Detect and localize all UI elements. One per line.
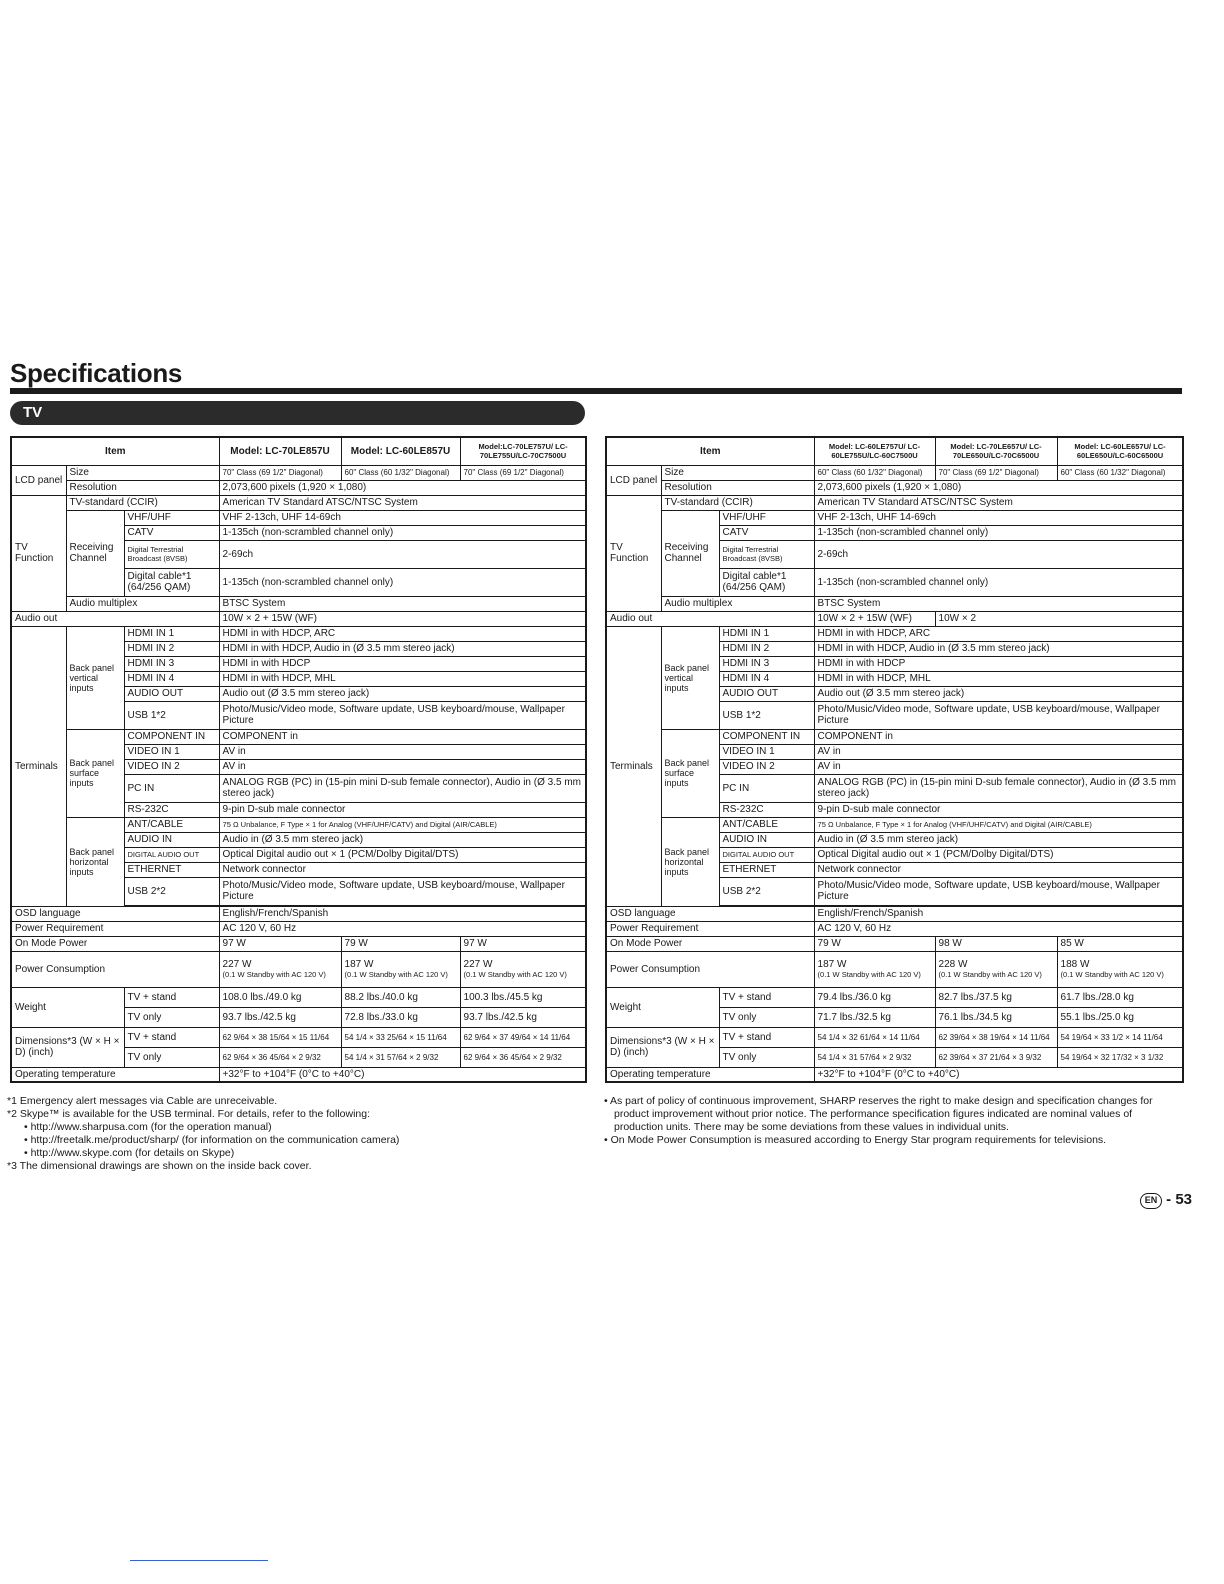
row-value: Photo/Music/Video mode, Software update, USB keyboard/mouse, Wallpaper Picture: [219, 877, 586, 905]
row-value: 54 1/4 × 31 57/64 × 2 9/32: [814, 1047, 935, 1067]
table-row: [11, 480, 586, 495]
row-label: TV Function: [606, 495, 661, 611]
table-row: [606, 480, 1183, 495]
row-sublabel: HDMI IN 3: [719, 656, 814, 671]
row-label: Receiving Channel: [66, 510, 124, 596]
row-value: 93.7 lbs./42.5 kg: [460, 1007, 586, 1027]
row-value: 97 W: [460, 936, 586, 951]
row-label: Weight: [11, 987, 124, 1027]
row-sublabel: PC IN: [124, 774, 219, 802]
row-value: AV in: [814, 759, 1183, 774]
table-row: [11, 936, 586, 951]
table-row: [11, 1027, 586, 1047]
row-sublabel: TV + stand: [719, 987, 814, 1007]
row-sublabel: PC IN: [719, 774, 814, 802]
row-value: HDMI in with HDCP, ARC: [219, 626, 586, 641]
row-sublabel: Digital cable*1 (64/256 QAM): [124, 568, 219, 596]
table-row: [606, 495, 1183, 510]
table-row: [606, 987, 1183, 1007]
row-label: Resolution: [661, 480, 814, 495]
table-row: [606, 510, 1183, 525]
row-label: Operating temperature: [606, 1067, 814, 1082]
row-value: 1-135ch (non-scrambled channel only): [814, 525, 1183, 540]
table-row: [606, 951, 1183, 987]
table-row: [606, 817, 1183, 832]
row-sublabel: ETHERNET: [124, 862, 219, 877]
row-value: VHF 2-13ch, UHF 14-69ch: [219, 510, 586, 525]
row-value: [219, 951, 341, 987]
row-value: Optical Digital audio out × 1 (PCM/Dolby Digital/DTS): [219, 847, 586, 862]
size-value: 70" Class (69 1/2" Diagonal): [460, 465, 586, 480]
row-value: AV in: [219, 744, 586, 759]
model-header: Model: LC-60LE657U/ LC-60LE650U/LC-60C6500U: [1057, 437, 1183, 465]
row-value: AV in: [219, 759, 586, 774]
row-value: Audio in (Ø 3.5 mm stereo jack): [814, 832, 1183, 847]
footnote: *2 Skype™ is available for the USB terminal. For details, refer to the following:: [7, 1108, 370, 1120]
table-row: [11, 729, 586, 744]
row-sublabel: VIDEO IN 2: [719, 759, 814, 774]
row-value: 1-135ch (non-scrambled channel only): [219, 525, 586, 540]
table-row: [606, 936, 1183, 951]
row-value: 85 W: [1057, 936, 1183, 951]
row-label: Resolution: [66, 480, 219, 495]
footnote: *1 Emergency alert messages via Cable are unreceivable.: [7, 1095, 278, 1107]
row-value: 10W × 2 + 15W (WF): [219, 611, 586, 626]
consumption-value: 188 W: [1060, 959, 1090, 970]
row-sublabel: COMPONENT IN: [124, 729, 219, 744]
row-value: Network connector: [219, 862, 586, 877]
row-value: Optical Digital audio out × 1 (PCM/Dolby Digital/DTS): [814, 847, 1183, 862]
row-sublabel: TV + stand: [719, 1027, 814, 1047]
row-sublabel: HDMI IN 1: [124, 626, 219, 641]
row-label: Audio out: [11, 611, 219, 626]
row-label: Back panel surface inputs: [66, 729, 124, 817]
model-header: Model: LC-60LE757U/ LC-60LE755U/LC-60C7500U: [814, 437, 935, 465]
consumption-value: 187 W: [817, 959, 847, 970]
row-sublabel: VHF/UHF: [124, 510, 219, 525]
row-value: 54 19/64 × 33 1/2 × 14 11/64: [1057, 1027, 1183, 1047]
table-row: [606, 921, 1183, 936]
row-sublabel: ANT/CABLE: [124, 817, 219, 832]
row-label: OSD language: [606, 906, 814, 921]
row-sublabel: VIDEO IN 1: [719, 744, 814, 759]
size-value: 70" Class (69 1/2" Diagonal): [219, 465, 341, 480]
row-sublabel: TV only: [124, 1047, 219, 1067]
table-row: [11, 626, 586, 641]
row-sublabel: USB 1*2: [719, 701, 814, 729]
section-label: TV: [23, 404, 43, 421]
footnote: *3 The dimensional drawings are shown on the inside back cover.: [7, 1160, 312, 1172]
row-value: HDMI in with HDCP: [814, 656, 1183, 671]
row-value: Photo/Music/Video mode, Software update, USB keyboard/mouse, Wallpaper Picture: [814, 877, 1183, 905]
consumption-value: 227 W: [222, 959, 252, 970]
spec-table-left: [10, 436, 587, 1083]
table-row: [11, 495, 586, 510]
row-label: LCD panel: [606, 465, 661, 495]
bottom-rule: [130, 1560, 268, 1561]
title-rule: [10, 388, 1182, 394]
row-sublabel: ANT/CABLE: [719, 817, 814, 832]
row-label: Operating temperature: [11, 1067, 219, 1082]
row-label: On Mode Power: [11, 936, 219, 951]
table-row: [11, 921, 586, 936]
row-value: HDMI in with HDCP, ARC: [814, 626, 1183, 641]
footnote-link[interactable]: • http://www.sharpusa.com (for the operation manual): [24, 1121, 272, 1133]
row-label: Terminals: [11, 626, 66, 906]
row-value: BTSC System: [814, 596, 1183, 611]
row-sublabel: DIGITAL AUDIO OUT: [124, 847, 219, 862]
row-value: 54 1/4 × 31 57/64 × 2 9/32: [341, 1047, 460, 1067]
table-row: [11, 510, 586, 525]
table-row: [606, 465, 1183, 480]
row-value: Network connector: [814, 862, 1183, 877]
row-value: 62 9/64 × 38 15/64 × 15 11/64: [219, 1027, 341, 1047]
row-value: COMPONENT in: [814, 729, 1183, 744]
row-sublabel: AUDIO IN: [124, 832, 219, 847]
row-label: Dimensions*3 (W × H × D) (inch): [606, 1027, 719, 1067]
row-sublabel: HDMI IN 2: [719, 641, 814, 656]
row-sublabel: HDMI IN 4: [124, 671, 219, 686]
row-sublabel: TV + stand: [124, 987, 219, 1007]
standby-note: (0.1 W Standby with AC 120 V): [463, 970, 567, 979]
row-value: American TV Standard ATSC/NTSC System: [814, 495, 1183, 510]
row-label: Back panel horizontal inputs: [66, 817, 124, 906]
size-value: 60" Class (60 1/32" Diagonal): [814, 465, 935, 480]
row-value: Audio out (Ø 3.5 mm stereo jack): [814, 686, 1183, 701]
row-value: 55.1 lbs./25.0 kg: [1057, 1007, 1183, 1027]
row-value: [1057, 951, 1183, 987]
row-value: 62 9/64 × 37 49/64 × 14 11/64: [460, 1027, 586, 1047]
row-label: Terminals: [606, 626, 661, 906]
row-value: American TV Standard ATSC/NTSC System: [219, 495, 586, 510]
row-sublabel: COMPONENT IN: [719, 729, 814, 744]
row-sublabel: DIGITAL AUDIO OUT: [719, 847, 814, 862]
row-sublabel: VIDEO IN 2: [124, 759, 219, 774]
table-row: [11, 437, 586, 465]
row-value: 62 9/64 × 36 45/64 × 2 9/32: [219, 1047, 341, 1067]
row-sublabel: TV only: [719, 1007, 814, 1027]
row-label: Back panel surface inputs: [661, 729, 719, 817]
row-value: [935, 951, 1057, 987]
row-label: TV-standard (CCIR): [66, 495, 219, 510]
row-label: TV Function: [11, 495, 66, 611]
row-label: Weight: [606, 987, 719, 1027]
row-value: 62 9/64 × 36 45/64 × 2 9/32: [460, 1047, 586, 1067]
row-value: 79.4 lbs./36.0 kg: [814, 987, 935, 1007]
row-sublabel: CATV: [719, 525, 814, 540]
table-row: [606, 1027, 1183, 1047]
page-number: [1140, 1191, 1192, 1209]
row-value: 108.0 lbs./49.0 kg: [219, 987, 341, 1007]
row-value: Audio out (Ø 3.5 mm stereo jack): [219, 686, 586, 701]
row-value: 9-pin D-sub male connector: [219, 802, 586, 817]
row-value: Photo/Music/Video mode, Software update, USB keyboard/mouse, Wallpaper Picture: [814, 701, 1183, 729]
row-value: 72.8 lbs./33.0 kg: [341, 1007, 460, 1027]
row-label: OSD language: [11, 906, 219, 921]
row-value: 62 39/64 × 38 19/64 × 14 11/64: [935, 1027, 1057, 1047]
row-value: English/French/Spanish: [814, 906, 1183, 921]
row-value: 61.7 lbs./28.0 kg: [1057, 987, 1183, 1007]
standby-note: (0.1 W Standby with AC 120 V): [222, 970, 326, 979]
row-sublabel: Digital cable*1 (64/256 QAM): [719, 568, 814, 596]
row-value: HDMI in with HDCP, Audio in (Ø 3.5 mm stereo jack): [814, 641, 1183, 656]
row-value: 88.2 lbs./40.0 kg: [341, 987, 460, 1007]
row-value: Photo/Music/Video mode, Software update, USB keyboard/mouse, Wallpaper Picture: [219, 701, 586, 729]
row-value: 76.1 lbs./34.5 kg: [935, 1007, 1057, 1027]
row-label: Size: [661, 465, 814, 480]
row-value: AV in: [814, 744, 1183, 759]
row-value: [460, 951, 586, 987]
row-value: HDMI in with HDCP, MHL: [219, 671, 586, 686]
row-value: 93.7 lbs./42.5 kg: [219, 1007, 341, 1027]
row-label: Power Consumption: [606, 951, 814, 987]
table-row: [11, 465, 586, 480]
row-label: Power Requirement: [11, 921, 219, 936]
row-sublabel: Digital Terrestrial Broadcast (8VSB): [719, 540, 814, 568]
page-number-text: - 53: [1166, 1191, 1193, 1208]
table-row: [11, 906, 586, 921]
table-row: [606, 906, 1183, 921]
row-label: Back panel vertical inputs: [661, 626, 719, 729]
row-sublabel: AUDIO OUT: [719, 686, 814, 701]
standby-note: (0.1 W Standby with AC 120 V): [938, 970, 1042, 979]
table-row: [11, 951, 586, 987]
footnotes-left: [7, 1095, 587, 1173]
row-value: +32°F to +104°F (0°C to +40°C): [814, 1067, 1183, 1082]
row-label: Back panel horizontal inputs: [661, 817, 719, 906]
row-sublabel: RS-232C: [719, 802, 814, 817]
row-sublabel: TV only: [719, 1047, 814, 1067]
page-title: Specifications: [10, 358, 183, 388]
item-header: Item: [606, 437, 814, 465]
row-value: 2-69ch: [814, 540, 1183, 568]
row-value: 9-pin D-sub male connector: [814, 802, 1183, 817]
row-label: Dimensions*3 (W × H × D) (inch): [11, 1027, 124, 1067]
row-label: Receiving Channel: [661, 510, 719, 596]
row-value: 10W × 2 + 15W (WF): [814, 611, 935, 626]
row-label: TV-standard (CCIR): [661, 495, 814, 510]
table-row: [11, 817, 586, 832]
table-row: [606, 626, 1183, 641]
row-value: 10W × 2: [935, 611, 1183, 626]
row-value: 98 W: [935, 936, 1057, 951]
footnote-link[interactable]: • http://freetalk.me/product/sharp/ (for information on the communication camera): [24, 1134, 400, 1146]
row-label: Audio out: [606, 611, 814, 626]
consumption-value: 228 W: [938, 959, 968, 970]
model-header: Model:LC-70LE757U/ LC-70LE755U/LC-70C7500U: [460, 437, 586, 465]
row-label: LCD panel: [11, 465, 66, 495]
row-value: 1-135ch (non-scrambled channel only): [814, 568, 1183, 596]
row-value: 54 19/64 × 32 17/32 × 3 1/32: [1057, 1047, 1183, 1067]
row-sublabel: USB 2*2: [124, 877, 219, 905]
row-value: 54 1/4 × 33 25/64 × 15 11/64: [341, 1027, 460, 1047]
footnote-link[interactable]: • http://www.skype.com (for details on Skype): [24, 1147, 235, 1159]
row-value: 2,073,600 pixels (1,920 × 1,080): [219, 480, 586, 495]
spec-table-right: [605, 436, 1184, 1083]
model-header: Model: LC-70LE857U: [219, 437, 341, 465]
table-row: [606, 1067, 1183, 1082]
row-value: AC 120 V, 60 Hz: [814, 921, 1183, 936]
row-value: 79 W: [814, 936, 935, 951]
row-value: 2-69ch: [219, 540, 586, 568]
size-value: 60" Class (60 1/32" Diagonal): [1057, 465, 1183, 480]
row-sublabel: USB 2*2: [719, 877, 814, 905]
row-sublabel: Digital Terrestrial Broadcast (8VSB): [124, 540, 219, 568]
row-value: COMPONENT in: [219, 729, 586, 744]
row-sublabel: USB 1*2: [124, 701, 219, 729]
table-row: [11, 1067, 586, 1082]
row-label: Size: [66, 465, 219, 480]
row-value: ANALOG RGB (PC) in (15-pin mini D-sub female connector), Audio in (Ø 3.5 mm stereo jack): [814, 774, 1183, 802]
row-value: 97 W: [219, 936, 341, 951]
row-value: BTSC System: [219, 596, 586, 611]
row-sublabel: TV only: [124, 1007, 219, 1027]
row-sublabel: VHF/UHF: [719, 510, 814, 525]
row-value: +32°F to +104°F (0°C to +40°C): [219, 1067, 586, 1082]
row-value: ANALOG RGB (PC) in (15-pin mini D-sub female connector), Audio in (Ø 3.5 mm stereo jack): [219, 774, 586, 802]
size-value: 60" Class (60 1/32" Diagonal): [341, 465, 460, 480]
row-value: 62 39/64 × 37 21/64 × 3 9/32: [935, 1047, 1057, 1067]
row-label: Power Consumption: [11, 951, 219, 987]
table-row: [606, 596, 1183, 611]
row-value: 79 W: [341, 936, 460, 951]
row-sublabel: VIDEO IN 1: [124, 744, 219, 759]
row-sublabel: HDMI IN 1: [719, 626, 814, 641]
row-value: 71.7 lbs./32.5 kg: [814, 1007, 935, 1027]
table-row: [606, 729, 1183, 744]
row-sublabel: TV + stand: [124, 1027, 219, 1047]
standby-note: (0.1 W Standby with AC 120 V): [817, 970, 921, 979]
row-label: On Mode Power: [606, 936, 814, 951]
note: • On Mode Power Consumption is measured according to Energy Star program requirements for televisions.: [604, 1134, 1107, 1146]
language-badge: EN: [1140, 1193, 1162, 1209]
model-header: Model: LC-70LE657U/ LC-70LE650U/LC-70C6500U: [935, 437, 1057, 465]
row-value: 2,073,600 pixels (1,920 × 1,080): [814, 480, 1183, 495]
size-value: 70" Class (69 1/2" Diagonal): [935, 465, 1057, 480]
row-value: 54 1/4 × 32 61/64 × 14 11/64: [814, 1027, 935, 1047]
standby-note: (0.1 W Standby with AC 120 V): [1060, 970, 1164, 979]
table-row: [11, 596, 586, 611]
row-sublabel: HDMI IN 2: [124, 641, 219, 656]
section-band: [10, 401, 585, 425]
standby-note: (0.1 W Standby with AC 120 V): [344, 970, 448, 979]
row-sublabel: AUDIO IN: [719, 832, 814, 847]
item-header: Item: [11, 437, 219, 465]
row-value: English/French/Spanish: [219, 906, 586, 921]
model-header: Model: LC-60LE857U: [341, 437, 460, 465]
row-sublabel: AUDIO OUT: [124, 686, 219, 701]
note: • As part of policy of continuous improvement, SHARP reserves the right to make design and specification changes for product improvement without prior notice. The performance specification figures indicated are nominal values of production units. There may be some deviations from these values in individual units.: [604, 1095, 1153, 1133]
table-row: [11, 987, 586, 1007]
row-value: 75 Ω Unbalance, F Type × 1 for Analog (VHF/UHF/CATV) and Digital (AIR/CABLE): [814, 817, 1183, 832]
row-label: Audio multiplex: [66, 596, 219, 611]
consumption-value: 187 W: [344, 959, 374, 970]
row-label: Audio multiplex: [661, 596, 814, 611]
row-value: HDMI in with HDCP: [219, 656, 586, 671]
row-sublabel: HDMI IN 4: [719, 671, 814, 686]
row-value: Audio in (Ø 3.5 mm stereo jack): [219, 832, 586, 847]
notes-right: [604, 1095, 1184, 1147]
row-value: VHF 2-13ch, UHF 14-69ch: [814, 510, 1183, 525]
row-sublabel: CATV: [124, 525, 219, 540]
table-row: [11, 611, 586, 626]
table-row: [606, 611, 1183, 626]
row-value: [341, 951, 460, 987]
row-value: [814, 951, 935, 987]
row-value: HDMI in with HDCP, Audio in (Ø 3.5 mm stereo jack): [219, 641, 586, 656]
row-sublabel: RS-232C: [124, 802, 219, 817]
row-label: Power Requirement: [606, 921, 814, 936]
consumption-value: 227 W: [463, 959, 493, 970]
row-value: HDMI in with HDCP, MHL: [814, 671, 1183, 686]
row-value: 82.7 lbs./37.5 kg: [935, 987, 1057, 1007]
row-label: Back panel vertical inputs: [66, 626, 124, 729]
row-sublabel: ETHERNET: [719, 862, 814, 877]
row-value: AC 120 V, 60 Hz: [219, 921, 586, 936]
table-row: [606, 437, 1183, 465]
row-value: 1-135ch (non-scrambled channel only): [219, 568, 586, 596]
row-sublabel: HDMI IN 3: [124, 656, 219, 671]
row-value: 75 Ω Unbalance, F Type × 1 for Analog (VHF/UHF/CATV) and Digital (AIR/CABLE): [219, 817, 586, 832]
row-value: 100.3 lbs./45.5 kg: [460, 987, 586, 1007]
